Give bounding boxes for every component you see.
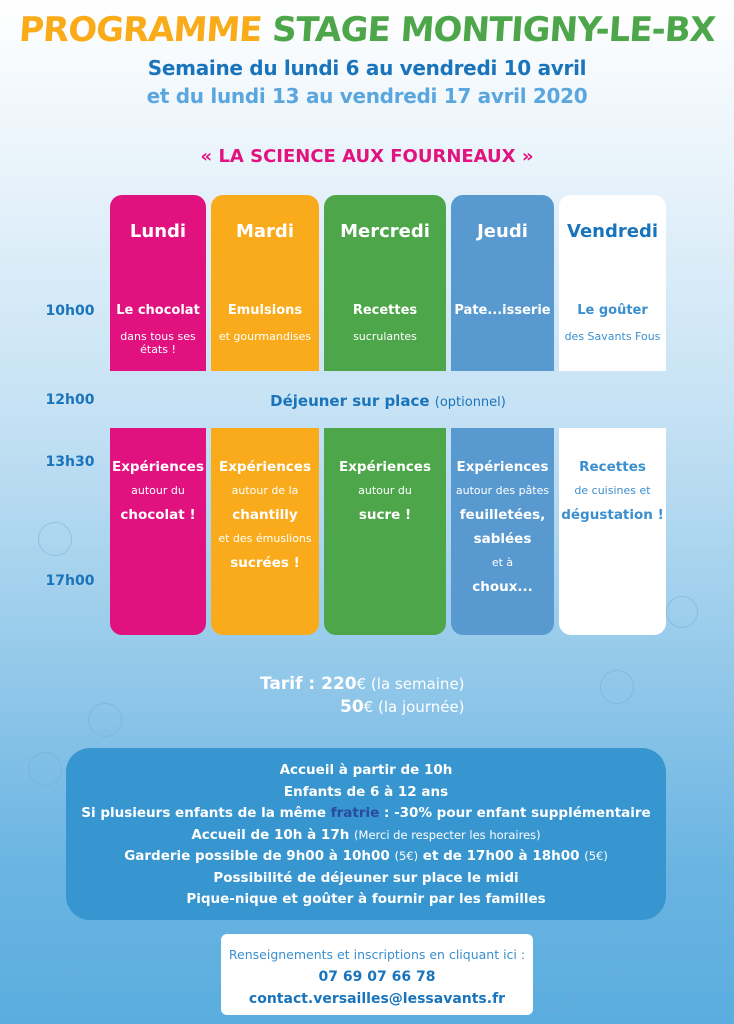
afternoon-line: sucre ! xyxy=(358,507,412,523)
bubble-decoration xyxy=(28,752,62,786)
contact-box[interactable] xyxy=(221,934,533,1015)
email-link[interactable]: contact.versailles@lessavants.fr xyxy=(248,991,506,1007)
afternoon-line: autour des pâtes xyxy=(455,484,550,497)
afternoon-line: Expériences xyxy=(456,459,549,475)
info-line: Si plusieurs enfants de la même fratrie : -30% pour enfant supplémentaire xyxy=(81,805,651,821)
time-label: 12h00 xyxy=(45,392,95,408)
morning-subtitle: sucrulantes xyxy=(353,330,417,343)
afternoon-line: feuilletées, xyxy=(459,507,546,523)
afternoon-line: et à xyxy=(491,556,514,569)
time-label: 10h00 xyxy=(45,303,95,319)
day-card-vendredi-afternoon xyxy=(559,428,666,635)
afternoon-line: Expériences xyxy=(339,459,431,475)
afternoon-line: Recettes xyxy=(579,459,646,475)
afternoon-line: chocolat ! xyxy=(120,507,196,523)
day-card-jeudi-afternoon xyxy=(451,428,554,635)
bubble-decoration xyxy=(595,930,637,972)
day-card-mercredi-morning xyxy=(324,195,446,371)
morning-subtitle: des Savants Fous xyxy=(564,330,661,343)
day-card-lundi-morning xyxy=(110,195,206,371)
afternoon-line: autour de la xyxy=(231,484,299,497)
afternoon-line: choux... xyxy=(472,579,533,595)
morning-activity: Recettes xyxy=(352,303,418,318)
afternoon-line: autour du xyxy=(358,484,412,497)
info-line: Pique-nique et goûter à fournir par les familles xyxy=(186,891,546,907)
morning-subtitle: dans tous ses états ! xyxy=(120,330,196,356)
morning-activity: Le chocolat xyxy=(116,303,200,318)
info-line: Accueil à partir de 10h xyxy=(279,762,453,778)
phone-number[interactable]: 07 69 07 66 78 xyxy=(318,969,436,985)
morning-activity: Pate...isserie xyxy=(454,303,551,318)
day-card-mardi-afternoon xyxy=(211,428,319,635)
info-line: Accueil de 10h à 17h (Merci de respecter les horaires) xyxy=(191,826,541,843)
afternoon-line: de cuisines et xyxy=(574,484,651,497)
morning-subtitle: et gourmandises xyxy=(218,330,312,343)
bubble-decoration xyxy=(600,670,634,704)
bubble-decoration xyxy=(88,703,122,737)
morning-activity: Emulsions xyxy=(227,303,303,318)
morning-activity: Le goûter xyxy=(577,303,648,318)
contact-link[interactable]: Renseignements et inscriptions en cliquant ici : xyxy=(228,947,526,962)
info-box xyxy=(66,748,666,920)
afternoon-line: autour du xyxy=(131,484,185,497)
info-line: Possibilité de déjeuner sur place le midi xyxy=(213,869,519,886)
afternoon-line: sablées xyxy=(473,531,532,547)
tarif-week: Tarif : 220€ (la semaine) xyxy=(260,674,465,694)
day-card-jeudi-morning xyxy=(451,195,554,371)
week-2: et du lundi 13 au vendredi 17 avril 2020 xyxy=(146,84,588,108)
bubble-decoration xyxy=(56,970,82,996)
time-label: 13h30 xyxy=(45,454,95,470)
bubble-decoration xyxy=(540,975,576,1011)
info-line: Enfants de 6 à 12 ans xyxy=(283,783,449,800)
page-title: PROGRAMME STAGE MONTIGNY-LE-BX xyxy=(17,10,717,50)
afternoon-line: et des émuslions xyxy=(218,532,312,545)
afternoon-line: Expériences xyxy=(219,459,311,475)
afternoon-line: dégustation ! xyxy=(561,507,664,523)
day-name: Mercredi xyxy=(340,221,430,242)
day-name: Jeudi xyxy=(477,221,528,242)
tarif-day: 50€ (la journée) xyxy=(340,697,465,717)
info-line: Garderie possible de 9h00 à 10h00 (5€) et de 17h00 à 18h00 (5€) xyxy=(124,848,608,864)
day-card-vendredi-morning xyxy=(559,195,666,371)
lunch-row: Déjeuner sur place (optionnel) xyxy=(270,392,506,410)
day-card-lundi-afternoon xyxy=(110,428,206,635)
bubble-decoration xyxy=(666,596,698,628)
day-name: Lundi xyxy=(129,221,187,242)
day-card-mardi-morning xyxy=(211,195,319,371)
afternoon-line: sucrées ! xyxy=(230,555,300,571)
time-label: 17h00 xyxy=(45,573,95,589)
theme: « LA SCIENCE AUX FOURNEAUX » xyxy=(200,146,534,167)
day-name: Mardi xyxy=(236,221,294,242)
day-card-mercredi-afternoon xyxy=(324,428,446,635)
day-name: Vendredi xyxy=(567,221,658,242)
afternoon-line: chantilly xyxy=(232,507,298,523)
bubble-decoration xyxy=(38,522,72,556)
afternoon-line: Expériences xyxy=(112,459,204,475)
week-1: Semaine du lundi 6 au vendredi 10 avril xyxy=(147,56,587,80)
